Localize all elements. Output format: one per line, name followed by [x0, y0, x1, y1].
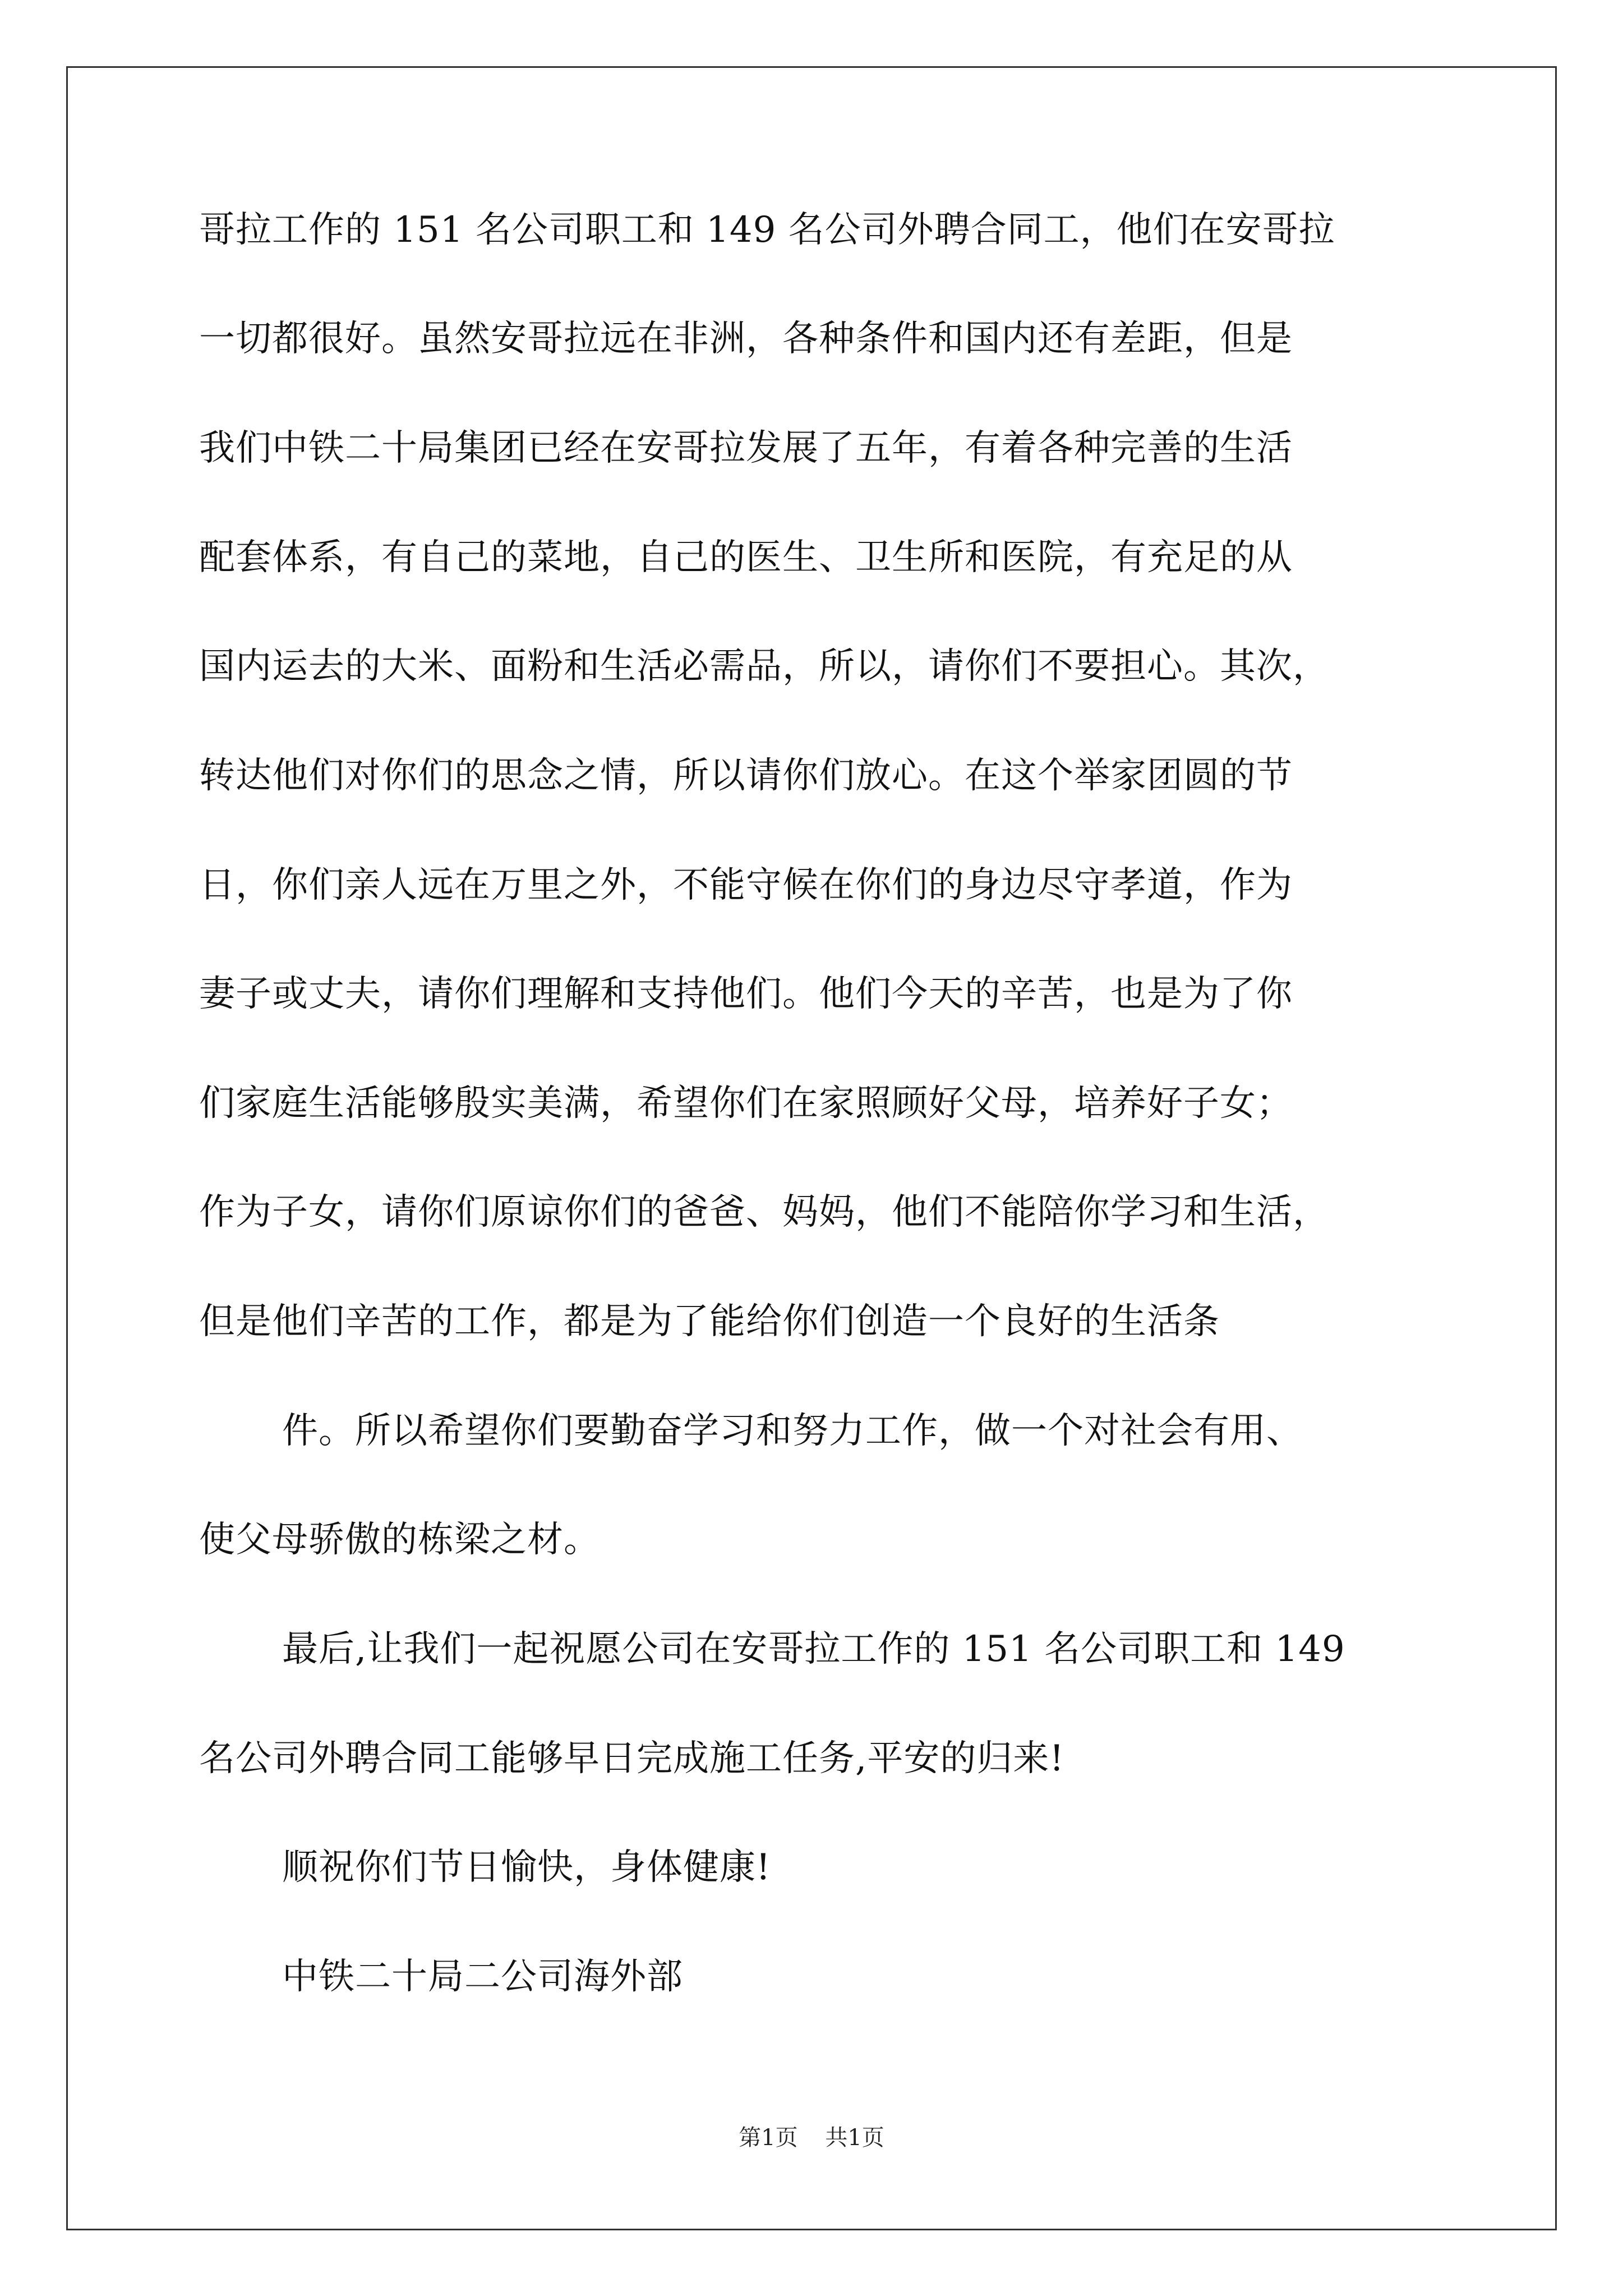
text-line: 作为子女，请你们原谅你们的爸爸、妈妈，他们不能陪你学习和生活， [199, 1191, 1329, 1233]
page-border [66, 66, 1557, 2230]
page-total: 共1页 [825, 2125, 884, 2151]
text-line: 件。所以希望你们要勤奋学习和努力工作，做一个对社会有用、 [282, 1410, 1303, 1452]
text-line: 配套体系，有自己的菜地，自己的医生、卫生所和医院，有充足的从 [199, 537, 1293, 578]
text-line: 转达他们对你们的思念之情，所以请你们放心。在这个举家团圆的节 [199, 755, 1293, 797]
text-line: 使父母骄傲的栋梁之材。 [199, 1519, 600, 1561]
text-line: 名公司外聘合同工能够早日完成施工任务,平安的归来! [199, 1738, 1065, 1779]
text-line: 最后,让我们一起祝愿公司在安哥拉工作的 151 名公司职工和 149 [282, 1628, 1345, 1670]
signature-line: 中铁二十局二公司海外部 [282, 1956, 683, 1998]
text-line: 我们中铁二十局集团已经在安哥拉发展了五年，有着各种完善的生活 [199, 427, 1293, 469]
text-line: 哥拉工作的 151 名公司职工和 149 名公司外聘合同工，他们在安哥拉 [199, 209, 1335, 251]
page-footer [0, 2124, 1623, 2152]
text-line: 但是他们辛苦的工作，都是为了能给你们创造一个良好的生活条 [199, 1301, 1220, 1342]
text-line: 一切都很好。虽然安哥拉远在非洲，各种条件和国内还有差距，但是 [199, 318, 1293, 360]
text-line: 顺祝你们节日愉快，身体健康! [282, 1847, 771, 1888]
text-line: 国内运去的大米、面粉和生活必需品，所以，请你们不要担心。其次， [199, 646, 1329, 687]
text-line: 妻子或丈夫，请你们理解和支持他们。他们今天的辛苦，也是为了你 [199, 973, 1293, 1015]
text-line: 日，你们亲人远在万里之外，不能守候在你们的身边尽守孝道，作为 [199, 864, 1293, 906]
page-number: 第1页 [739, 2125, 798, 2151]
text-line: 们家庭生活能够殷实美满，希望你们在家照顾好父母，培养好子女； [199, 1083, 1293, 1124]
